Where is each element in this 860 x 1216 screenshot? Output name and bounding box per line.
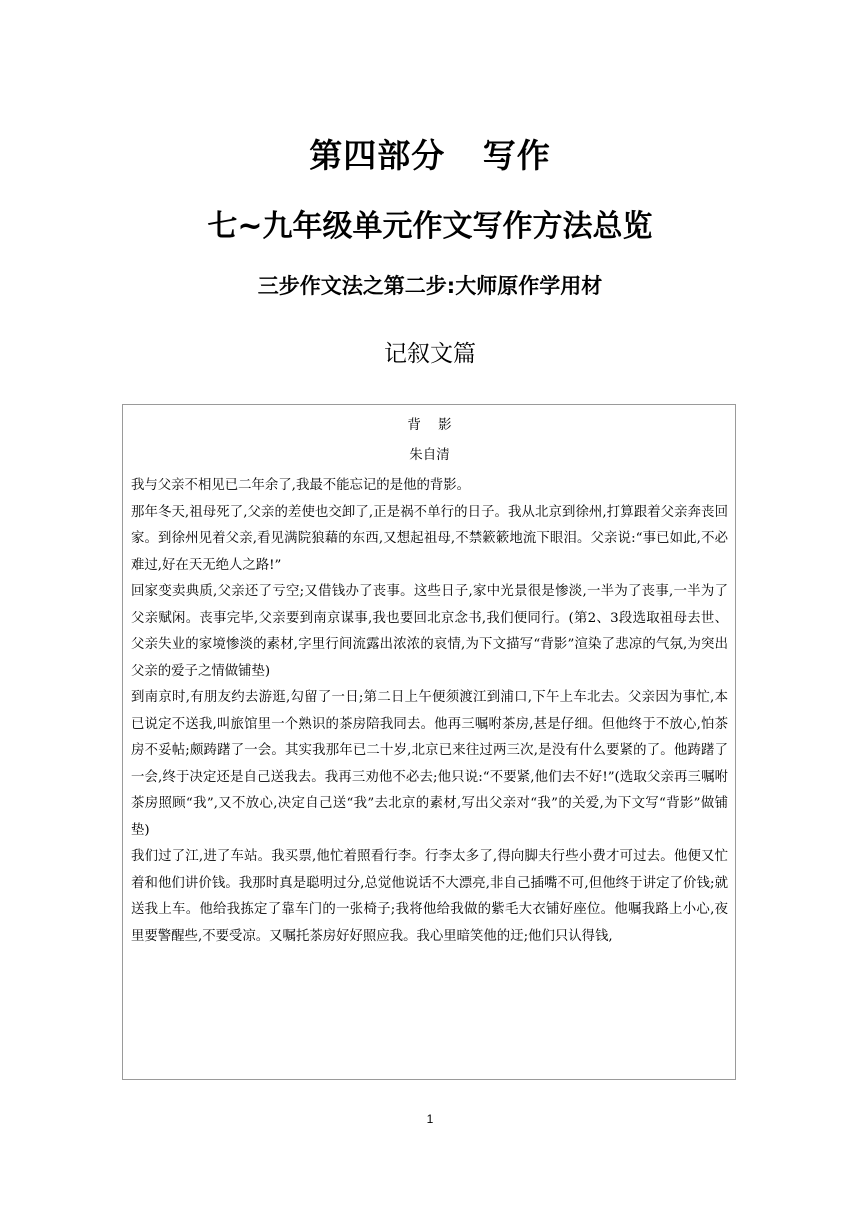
essay-paragraph: 到南京时,有朋友约去游逛,勾留了一日;第二日上午便须渡江到浦口,下午上车北去。父亲因为事忙,本已说定不送我,叫旅馆里一个熟识的茶房陪我同去。他再三嘱咐茶房,甚是仔细。但他终于不放心,怕茶房不妥帖;颇踌躇了一会。其实我那年已二十岁,北京已来往过两三次,是没有什么要紧的了。他踌躇了一会,终于决定还是自己送我去。我再三劝他不必去;他只说:“不要紧,他们去不好!”(选取父亲再三嘱咐茶房照顾“我”,又不放心,决定自己送“我”去北京的素材,写出父亲对“我”的关爱,为下文写“背影”做铺垫) xyxy=(131,690,728,838)
genre-heading: 记叙文篇 xyxy=(384,341,476,367)
essay-paragraph: 回家变卖典质,父亲还了亏空;又借钱办了丧事。这些日子,家中光景很是惨淡,一半为了丧事,一半为了父亲赋闲。丧事完毕,父亲要到南京谋事,我也要回北京念书,我们便同行。(第2、3段选取祖母去世、父亲失业的家境惨淡的素材,字里行间流露出浓浓的哀情,为下文描写“背影”渲染了悲凉的气氛,为突出父亲的爱子之情做铺垫) xyxy=(131,584,728,679)
part-title: 第四部分 写作 xyxy=(309,136,551,175)
essay-paragraph: 我们过了江,进了车站。我买票,他忙着照看行李。行李太多了,得向脚夫行些小费才可过去。他便又忙着和他们讲价钱。我那时真是聪明过分,总觉他说话不大漂亮,非自己插嘴不可,但他终于讲定了价钱;就送我上车。他给我拣定了靠车门的一张椅子;我将他给我做的紫毛大衣铺好座位。他嘱我路上小心,夜里要警醒些,不要受凉。又嘱托茶房好好照应我。我心里暗笑他的迂;他们只认得钱, xyxy=(131,849,728,944)
essay-box xyxy=(122,404,736,1080)
step-title: 三步作文法之第二步:大师原作学用材 xyxy=(257,274,603,298)
essay-paragraph: 那年冬天,祖母死了,父亲的差使也交卸了,正是祸不单行的日子。我从北京到徐州,打算跟着父亲奔丧回家。到徐州见着父亲,看见满院狼藉的东西,又想起祖母,不禁簌簌地流下眼泪。父亲说:“事已如此,不必难过,好在天无绝人之路!” xyxy=(131,504,728,573)
essay-author: 朱自清 xyxy=(409,447,450,463)
essay-title: 背 影 xyxy=(407,417,452,433)
essay-body xyxy=(131,473,728,950)
section-subtitle: 七~九年级单元作文写作方法总览 xyxy=(207,209,653,244)
page-number: 1 xyxy=(426,1112,434,1126)
essay-paragraph: 我与父亲不相见已二年余了,我最不能忘记的是他的背影。 xyxy=(131,478,471,493)
